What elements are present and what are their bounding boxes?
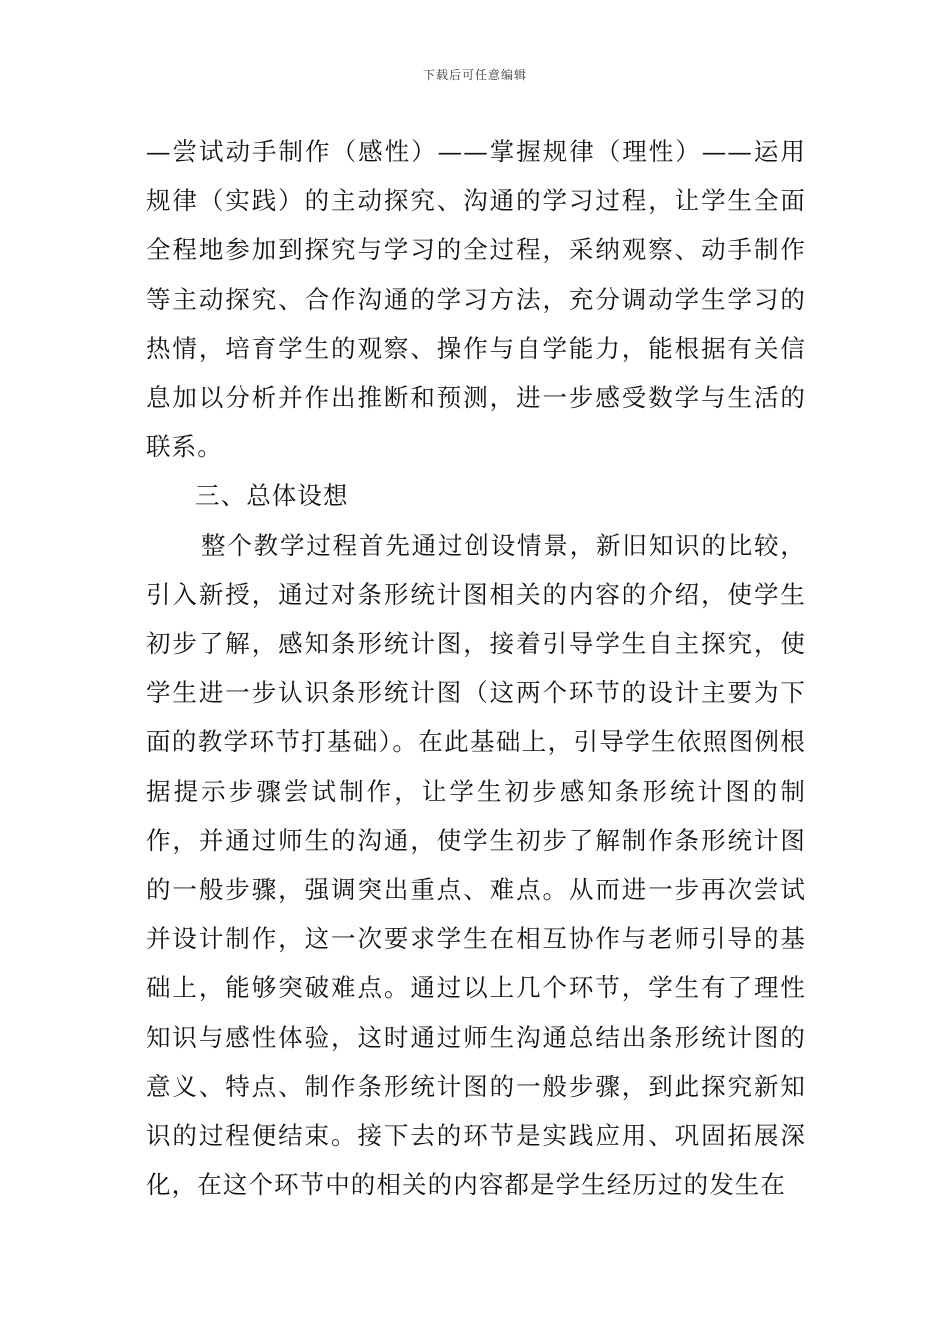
paragraph-continuation: —尝试动手制作（感性）——掌握规律（理性）——运用规律（实践）的主动探究、沟通的学习过程，让学生全面全程地参加到探究与学习的全过程，采纳观察、动手制作等主动探究、合作沟通的学习方法，充分调动学生学习的热情，培育学生的观察、操作与自学能力，能根据有关信息加以分析并作出推断和预测，进一步感受数学与生活的联系。: [146, 137, 806, 462]
section-heading: 三、总体设想: [195, 481, 349, 511]
paragraph-overall-design: 整个教学过程首先通过创设情景，新旧知识的比较，引入新授，通过对条形统计图相关的内容的介绍，使学生初步了解，感知条形统计图，接着引导学生自主探究，使学生进一步认识条形统计图（这两个环节的设计主要为下面的教学环节打基础）。在此基础上，引导学生依照图例根据提示步骤尝试制作，让学生初步感知条形统计图的制作，并通过师生的沟通，使学生初步了解制作条形统计图的一般步骤，强调突出重点、难点。从而进一步再次尝试并设计制作，这一次要求学生在相互协作与老师引导的基础上，能够突破难点。通过以上几个环节，学生有了理性知识与感性体验，这时通过师生沟通总结出条形统计图的意义、特点、制作条形统计图的一般步骤，到此探究新知识的过程便结束。接下去的环节是实践应用、巩固拓展深化，在这个环节中的相关的内容都是学生经历过的发生在: [146, 530, 806, 1200]
document-body: [146, 127, 806, 1209]
page-header: 下载后可任意编辑: [422, 68, 527, 82]
